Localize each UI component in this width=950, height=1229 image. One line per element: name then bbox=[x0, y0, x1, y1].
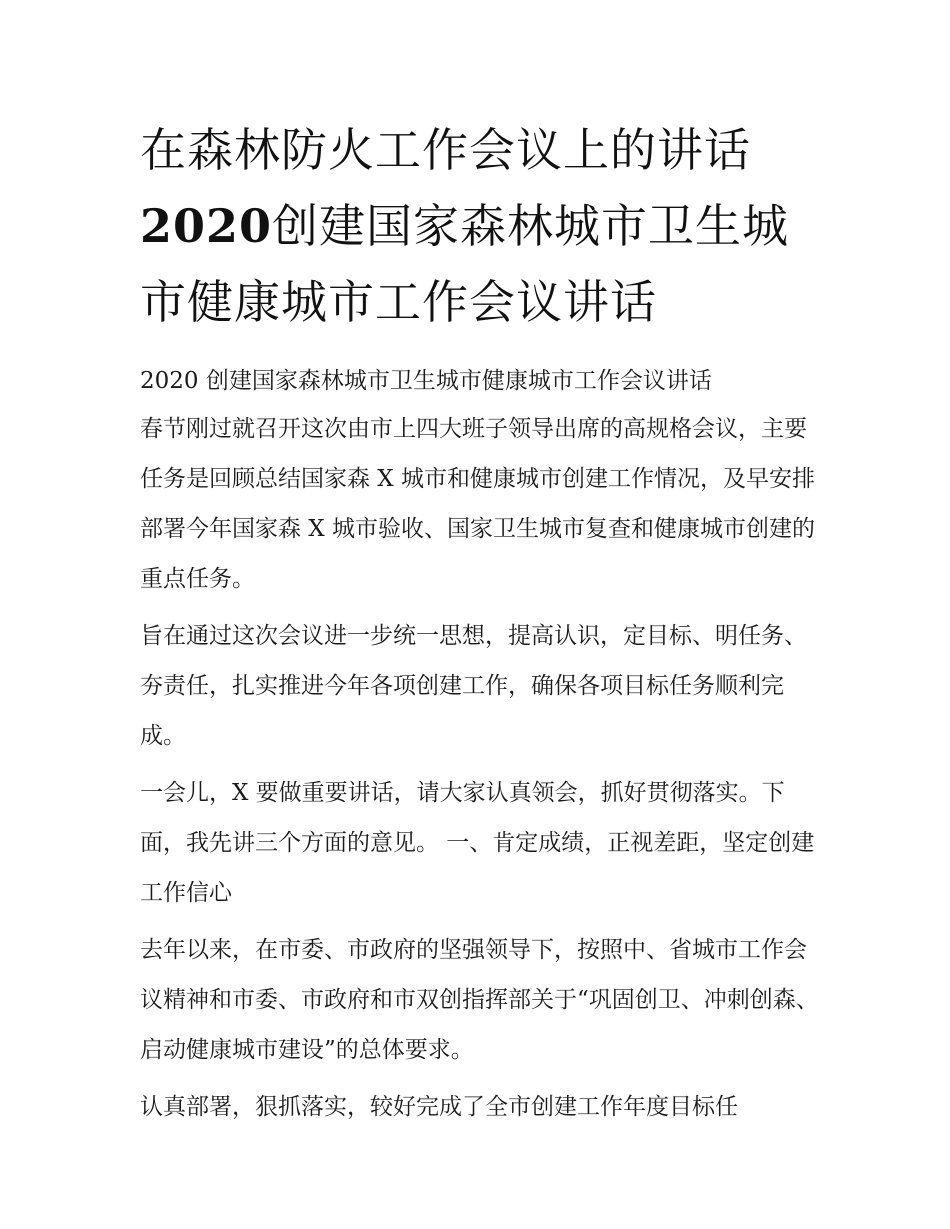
title-year: 2020 bbox=[140, 199, 273, 253]
title-line-2: 创建国家森林城市卫生城 bbox=[272, 199, 790, 253]
paragraph-3: 一会儿，X 要做重要讲话，请大家认真领会，抓好贯彻落实。下面，我先讲三个方面的意见。 一、肯定成绩，正视差距，坚定创建工作信心 bbox=[140, 780, 815, 906]
paragraph-1: 春节刚过就召开这次由市上四大班子领导出席的高规格会议，主要任务是回顾总结国家森 X 城市和健康城市创建工作情况，及早安排部署今年国家森 X 城市验收、国家卫生城市复查和健康城市创建的重点任务。 bbox=[140, 416, 815, 592]
paragraph-5: 认真部署，狠抓落实，较好完成了全市创建工作年度目标任 bbox=[140, 1094, 738, 1120]
paragraph-subtitle: 2020 创建国家森林城市卫生城市健康城市工作会议讲话 bbox=[140, 368, 712, 394]
title-line-3: 市健康城市工作会议讲话 bbox=[140, 275, 657, 329]
document-title bbox=[140, 112, 820, 340]
document-page bbox=[140, 112, 820, 1139]
title-line-1: 在森林防火工作会议上的讲话 bbox=[140, 123, 751, 177]
document-body bbox=[140, 358, 820, 1132]
paragraph-2: 旨在通过这次会议进一步统一思想，提高认识，定目标、明任务、夯责任，扎实推进今年各项创建工作，确保各项目标任务顺利完成。 bbox=[140, 623, 807, 749]
paragraph-4: 去年以来，在市委、市政府的坚强领导下，按照中、省城市工作会议精神和市委、市政府和市双创指挥部关于“巩固创卫、冲刺创森、启动健康城市建设”的总体要求。 bbox=[140, 937, 819, 1063]
